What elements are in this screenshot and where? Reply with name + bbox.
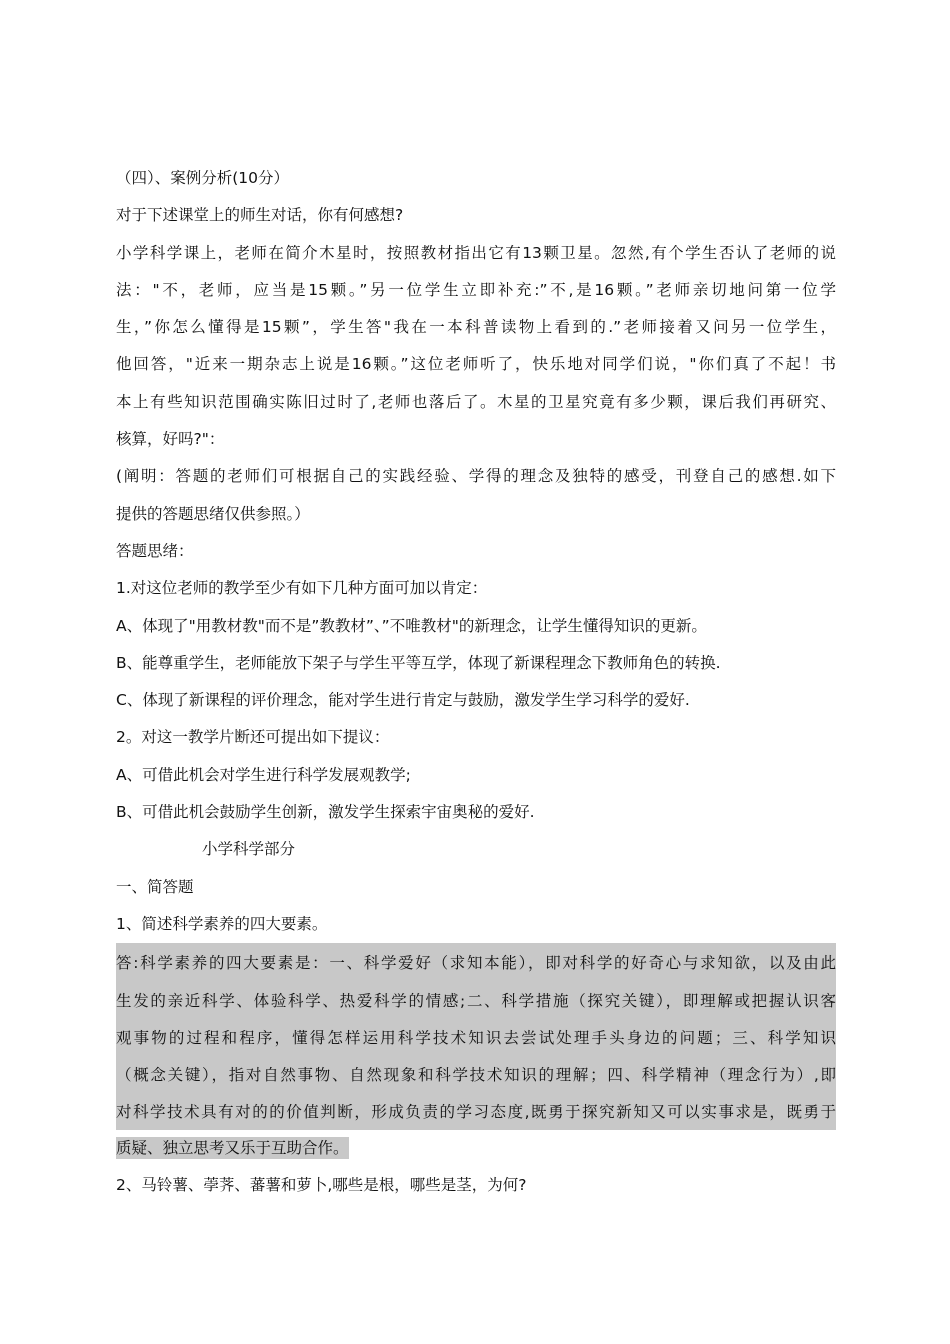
- section-title: （四）、案例分析(10分）: [116, 169, 290, 187]
- note-line: (阐明：答题的老师们可根据自己的实践经验、学得的理念及独特的感受，刊登自己的感想.如下: [116, 467, 836, 486]
- short-answer-heading: 一、简答题: [116, 877, 194, 896]
- note-line: 提供的答题思绪仅供参照。）: [116, 504, 310, 523]
- case-paragraph: [116, 235, 836, 459]
- point1-item-b: B、能尊重学生，老师能放下架子与学生平等互学，体现了新课程理念下教师角色的转换.: [116, 653, 721, 672]
- point1-title: 1.对这位老师的教学至少有如下几种方面可加以肯定：: [116, 579, 488, 598]
- question-1: 1、简述科学素养的四大要素。: [116, 914, 328, 933]
- answer-1-line: 生发的亲近科学、体验科学、热爱科学的情感;二、科学措施（探究关键），即理解或把握认识客: [116, 981, 836, 1018]
- point2-item-a: A、可借此机会对学生进行科学发展观教学;: [116, 765, 411, 784]
- case-line: 小学科学课上，老师在简介木星时，按照教材指出它有13颗卫星。忽然,有个学生否认了老师的说: [116, 243, 836, 262]
- answer-label: 答题思绪：: [116, 541, 194, 560]
- answer-1-paragraph: [116, 943, 836, 1167]
- point2-title: 2。对这一教学片断还可提出如下提议：: [116, 728, 390, 747]
- case-line: 本上有些知识范围确实陈旧过时了,老师也落后了。木星的卫星究竟有多少颗，课后我们再研究、: [116, 392, 836, 411]
- answer-1-line: 答:科学素养的四大要素是：一、科学爱好（求知本能），即对科学的好奇心与求知欲，以及由此: [116, 943, 836, 980]
- note-paragraph: [116, 458, 836, 533]
- point2-item-b: B、可借此机会鼓励学生创新，激发学生探索宇宙奥秘的爱好.: [116, 803, 535, 822]
- case-line: 生，”你怎么懂得是15颗”，学生答"我在一本科普读物上看到的.”老师接着又问另一位学生，: [116, 318, 836, 337]
- point1-item-a: A、体现了"用教材教"而不是”教教材”、”不唯教材"的新理念，让学生懂得知识的更新。: [116, 616, 707, 635]
- answer-1-line: （概念关键），指对自然事物、自然现象和科学技术知识的理解；四、科学精神（理念行为）,即: [116, 1055, 836, 1092]
- question-2: 2、马铃薯、荸荠、蕃薯和萝卜,哪些是根，哪些是茎，为何?: [116, 1176, 527, 1195]
- question-text: 对于下述课堂上的师生对话，你有何感想?: [116, 206, 404, 225]
- part-title: 小学科学部分: [202, 840, 296, 859]
- answer-1-line: 观事物的过程和程序，懂得怎样运用科学技术知识去尝试处理手头身边的问题；三、科学知识: [116, 1018, 836, 1055]
- case-line: 核算，好吗?"：: [116, 430, 225, 449]
- point1-item-c: C、体现了新课程的评价理念，能对学生进行肯定与鼓励，激发学生学习科学的爱好.: [116, 691, 690, 710]
- document-body: [116, 160, 836, 1204]
- case-line: 他回答，"近来一期杂志上说是16颗。”这位老师听了，快乐地对同学们说，"你们真了不起！书: [116, 355, 836, 374]
- answer-1-line: 质疑、独立思考又乐于互助合作。: [116, 1138, 349, 1157]
- answer-1-line: 对科学技术具有对的的价值判断，形成负责的学习态度,既勇于探究新知又可以实事求是，既勇于: [116, 1092, 836, 1129]
- case-line: 法："不，老师，应当是15颗。”另一位学生立即补充:”不,是16颗。”老师亲切地问第一位学: [116, 280, 836, 299]
